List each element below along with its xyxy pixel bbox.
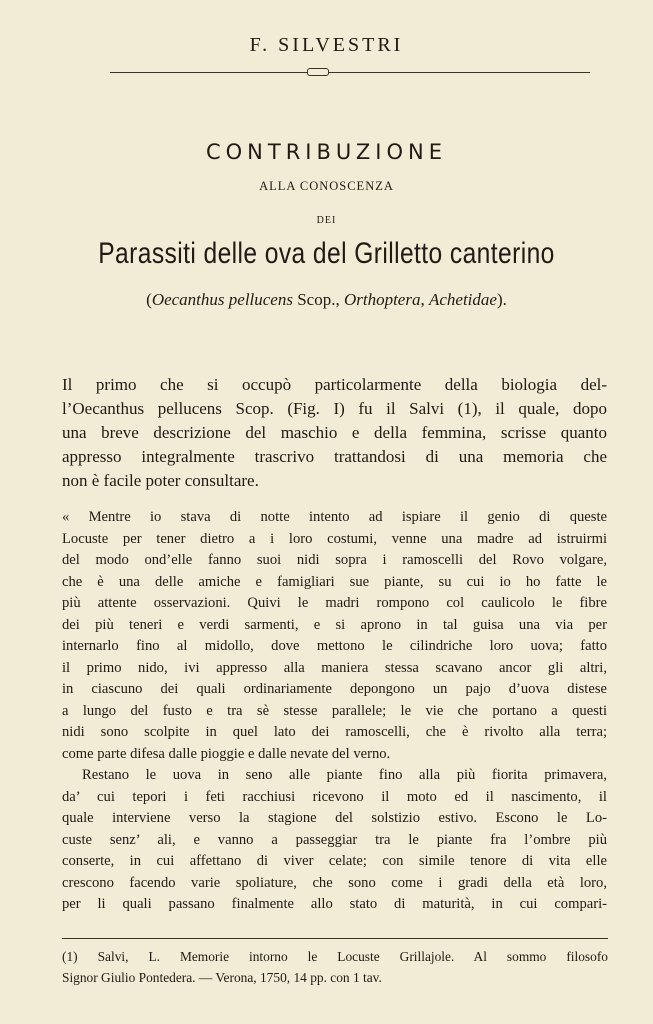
title-heading: Parassiti delle ova del Grilletto canterino (98, 237, 555, 270)
text-line: a lungo del fusto e tra sè stesse parallele; le vie che portano a questi (62, 702, 607, 719)
text-line: quale interviene verso la stagione del solstizio estivo. Escono le Lo- (62, 810, 607, 826)
species-family: Achetidae (428, 290, 497, 309)
text-line: per li quali passano finalmente allo stato di maturità, in cui compari- (62, 896, 607, 912)
title-subtitle-2: DEI (316, 215, 337, 226)
footnote (62, 946, 608, 988)
species-comma: , (420, 290, 429, 309)
footnote-line: Signor Giulio Pontedera. — Verona, 1750, 14 pp. con 1 tav. (62, 970, 382, 985)
footnote-rule (62, 938, 608, 939)
text-line: conserte, in cui affettano di viver celate; con simile tenore di vita elle (62, 853, 607, 869)
text-line: che è una delle amiche e famigliari sue piante, su cui io ho fatte le (62, 573, 607, 590)
title-subtitle-1: ALLA CONOSCENZA (259, 179, 394, 193)
running-header-author: F. SILVESTRI (249, 34, 404, 56)
text-line: custe senz’ ali, e vanno a passeggiar tra le piante fra l’ombre più (62, 831, 607, 848)
text-line: Locuste per tener dietro a i loro costumi, venne una madre ad istruirmi (62, 530, 607, 547)
footnote-line: (1) Salvi, L. Memorie intorno le Locuste Grillajole. Al sommo filosofo (62, 949, 608, 964)
text-line: appresso integralmente trascrivo trattandosi di una memoria che (62, 447, 607, 466)
text-line: del modo ond’elle fanno suoi nidi sopra i ramoscelli del Rovo volgare, (62, 552, 607, 568)
text-line: in ciascuno dei quali ordinariamente depongono un pajo d’uova distese (62, 681, 607, 697)
species-open: ( (146, 290, 152, 309)
species-genus: Oecanthus pellucens (151, 290, 293, 309)
text-line: internarlo fino al midollo, dove mettono le cilindriche loro uova; fatto (62, 638, 607, 654)
text-line: nidi sono scolpite in quel lato dei ramoscelli, che è rivolto alla terra; (62, 724, 607, 740)
text-line: dei più teneri e verdi sarmenti, e si aprono in tal guisa una via per (62, 616, 607, 633)
text-line: una breve descrizione del maschio e della femmina, scrisse quanto (62, 423, 607, 442)
species-order: Orthoptera (343, 290, 421, 309)
quote-paragraph (62, 507, 607, 916)
species-close: ). (496, 290, 507, 309)
text-line: crescono facendo varie spoliature, che sono come i gradi della età loro, (62, 874, 607, 891)
text-line: da’ cui tepori i feti racchiusi ricevono il moto ed il nascimento, il (62, 788, 607, 805)
text-line: come parte difesa dalle pioggie e dalle nevate del verno. (62, 745, 391, 762)
text-line: il primo nido, ivi appresso alla maniera stessa scavano ancor gli altri, (62, 659, 607, 676)
text-line: l’Oecanthus pellucens Scop. (Fig. I) fu il Salvi (1), il quale, dopo (62, 399, 607, 418)
title-main: CONTRIBUZIONE (205, 140, 447, 164)
text-line: non è facile poter consultare. (62, 471, 259, 490)
text-line: più attente osservazioni. Quivi le madri rompono col caulicolo le fibre (62, 595, 607, 611)
title-species-line (0, 290, 653, 310)
text-line: « Mentre io stava di notte intento ad ispiare il genio di queste (62, 509, 607, 525)
intro-paragraph (62, 373, 607, 493)
header-rule (110, 72, 590, 73)
text-line: Il primo che si occupò particolarmente della biologia del- (62, 375, 607, 394)
text-line: Restano le uova in seno alle piante fino alla più fiorita primavera, (82, 767, 607, 783)
species-mid: Scop., (292, 290, 344, 309)
header-rule-ornament (307, 68, 329, 76)
